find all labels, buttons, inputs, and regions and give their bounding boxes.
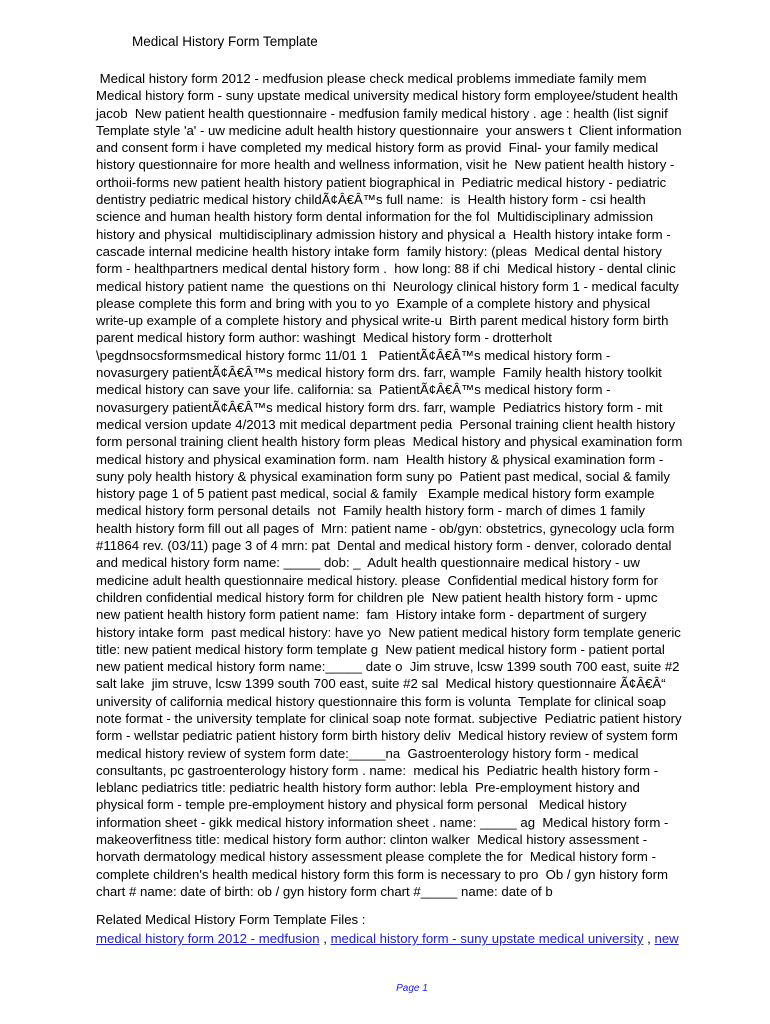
body-line: and medical history form name: _____ dob: _ Adult health questionnaire medical history - uw <box>96 555 640 571</box>
body-line: please complete this form and bring with you to yo Example of a complete history and physical <box>96 295 651 311</box>
body-line: complete children's health medical history form this form is necessary to pro Ob / gyn history form <box>96 866 668 882</box>
body-line: history intake form past medical history: have yo New patient medical history form template generic <box>96 624 681 640</box>
body-line: #11864 rev. (03/11) page 3 of 4 mrn: pat Dental and medical history form - denver, colorado dental <box>96 538 672 554</box>
body-line: novasurgery patientÃ¢Â€Â™s medical history form drs. farr, wample Pediatrics history form - mit <box>96 399 663 415</box>
related-link-new[interactable]: new <box>654 931 679 946</box>
related-files-links <box>96 931 679 946</box>
body-line: Medical history form 2012 - medfusion please check medical problems immediate family mem <box>96 71 647 86</box>
body-line: history questionnaire for more health and wellness information, visit he New patient health history - <box>96 157 675 173</box>
body-line: history and physical multidisciplinary admission history and physical a Health history intake form - <box>96 226 671 242</box>
body-line: university of california medical history questionnaire this form is volunta Template for clinical soap <box>96 693 667 709</box>
body-line: medical history can save your life. california: sa PatientÃ¢Â€Â™s medical history form - <box>96 382 611 398</box>
body-line: information sheet - gikk medical history information sheet . name: _____ ag Medical history form - <box>96 814 669 830</box>
document-body <box>96 70 736 900</box>
body-line: \pegdnsocsformsmedical history formc 11/01 1 PatientÃ¢Â€Â™s medical history form - <box>96 347 611 363</box>
body-line: and consent form i have completed my medical history form as provid Final- your family medical <box>96 140 659 156</box>
body-line: Template style 'a' - uw medicine adult health history questionnaire your answers t Client information <box>96 122 682 138</box>
body-line: medical history and physical examination form. nam Health history & physical examination form - <box>96 451 664 467</box>
body-line: medical version update 4/2013 mit medical department pedia Personal training client health history <box>96 416 676 432</box>
body-line: medical history review of system form date:_____na Gastroenterology history form - medical <box>96 745 639 761</box>
body-line: parent medical history form author: washingt Medical history form - drotterholt <box>96 330 552 346</box>
body-line: children confidential medical history form for children ple New patient health history form - upmc <box>96 589 658 605</box>
body-line: note format - the university template for clinical soap note format. subjective Pediatric patient history <box>96 710 682 726</box>
body-line: horvath dermatology medical history assessment please complete the for Medical history form - <box>96 849 656 865</box>
body-line: cascade internal medicine health history intake form family history: (pleas Medical dental history <box>96 243 662 259</box>
related-link-suny-upstate[interactable]: medical history form - suny upstate medical university <box>330 931 644 946</box>
body-line: jacob New patient health questionnaire - medfusion family medical history . age : health (list signif <box>96 105 668 121</box>
body-line: Medical history form - suny upstate medical university medical history form employee/student health <box>96 88 678 104</box>
body-line: consultants, pc gastroenterology history form . name: medical his Pediatric health history form - <box>96 762 659 778</box>
related-link-medfusion[interactable]: medical history form 2012 - medfusion <box>96 931 320 946</box>
related-files-heading: Related Medical History Form Template Files : <box>96 912 366 927</box>
body-line: makeoverfitness title: medical history form author: clinton walker Medical history assessment - <box>96 832 648 848</box>
body-line: history page 1 of 5 patient past medical, social & family Example medical history form example <box>96 486 655 502</box>
page-number: Page 1 <box>396 983 428 994</box>
body-line: orthoii-forms new patient health history patient biographical in Pediatric medical history - pediatric <box>96 174 667 190</box>
body-line: form personal training client health history form pleas Medical history and physical examination form <box>96 434 683 450</box>
body-line: medical history patient name the questions on thi Neurology clinical history form 1 - medical faculty <box>96 278 679 294</box>
body-line: form - wellstar pediatric patient history form birth history deliv Medical history review of system form <box>96 728 678 744</box>
body-line: leblanc pediatrics title: pediatric health history form author: lebla Pre-employment history and <box>96 780 640 796</box>
body-line: chart # name: date of birth: ob / gyn history form chart #_____ name: date of b <box>96 883 553 899</box>
document-title: Medical History Form Template <box>132 34 318 49</box>
body-line: new patient health history form patient name: fam History intake form - department of surgery <box>96 607 647 623</box>
body-line: dentistry pediatric medical history childÃ¢Â€Â™s full name: is Health history form - csi health <box>96 192 646 208</box>
body-line: science and human health history form dental information for the fol Multidisciplinary admission <box>96 209 654 225</box>
body-line: physical form - temple pre-employment history and physical form personal Medical history <box>96 797 627 813</box>
link-separator: , <box>319 931 331 946</box>
body-line: form - healthpartners medical dental history form . how long: 88 if chi Medical history - dental clinic <box>96 261 676 277</box>
body-line: salt lake jim struve, lcsw 1399 south 700 east, suite #2 sal Medical history questionnaire Ã¢Â€Â“ <box>96 676 666 692</box>
body-line: novasurgery patientÃ¢Â€Â™s medical history form drs. farr, wample Family health history toolkit <box>96 365 662 381</box>
body-line: medicine adult health questionnaire medical history. please Confidential medical history form for <box>96 572 658 588</box>
body-line: new patient medical history form name:_____ date o Jim struve, lcsw 1399 south 700 east, suite #2 <box>96 659 680 675</box>
body-line: health history form fill out all pages of Mrn: patient name - ob/gyn: obstetrics, gynecology ucla form <box>96 520 675 536</box>
body-line: suny poly health history & physical examination form suny po Patient past medical, social & family <box>96 468 670 484</box>
body-line: title: new patient medical history form template g New patient medical history form - patient portal <box>96 641 665 657</box>
body-line: write-up example of a complete history and physical write-u Birth parent medical history form birth <box>96 313 669 329</box>
link-separator: , <box>643 931 655 946</box>
body-line: medical history form personal details not Family health history form - march of dimes 1 family <box>96 503 645 519</box>
